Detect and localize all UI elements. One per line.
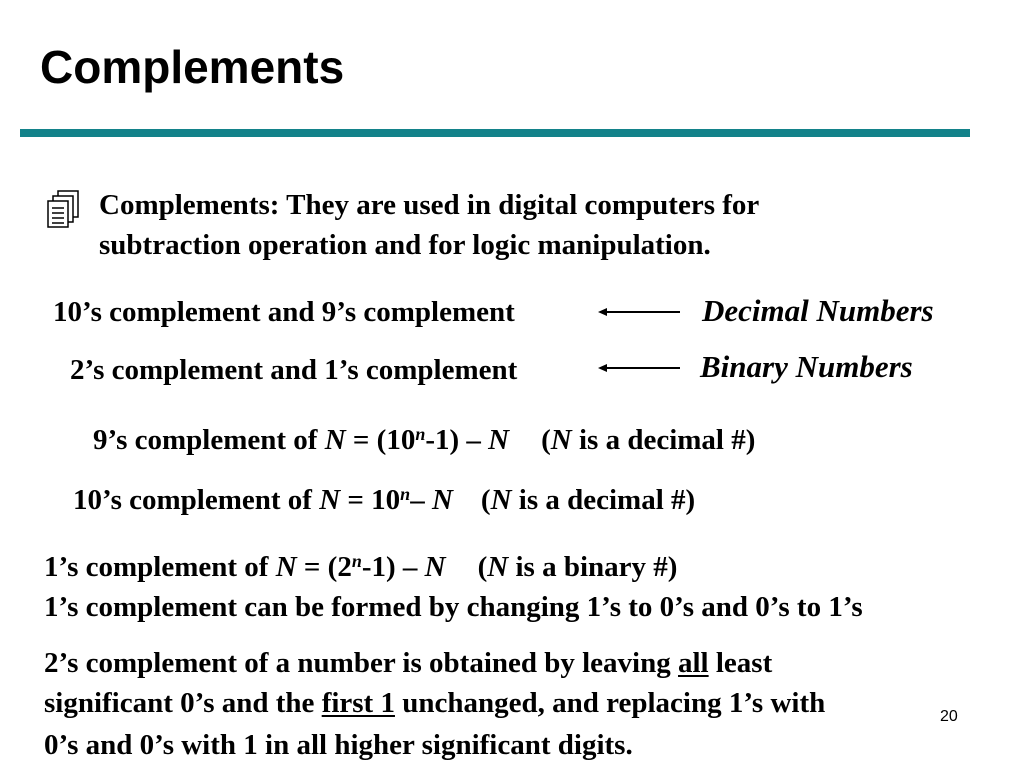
slide-title: Complements [40, 41, 345, 93]
underlined-all: all [678, 647, 709, 679]
ones-complement-rule: 1’s complement can be formed by changing 1’s to 0’s and 0’s to 1’s [44, 591, 863, 623]
left-arrow-icon [598, 362, 680, 374]
binary-numbers-label: Binary Numbers [700, 349, 913, 384]
nines-complement-formula: 9’s complement of $N = (10^n-1) - N$ (N is a decimal #) [93, 424, 756, 456]
decimal-complements-text: 10’s complement and 9’s complement [53, 296, 515, 328]
binary-complements-text: 2’s complement and 1’s complement [70, 354, 518, 386]
underlined-first-1: first 1 [321, 687, 395, 719]
title-divider [20, 129, 970, 137]
bullet-line-2: subtraction operation and for logic manipulation. [99, 229, 711, 261]
tens-complement-formula: 10’s complement of $N = 10^n-$ N (N is a decimal #) [73, 484, 696, 516]
twos-complement-rule-line-2: significant 0’s and the first 1 unchanged, and replacing 1’s with [44, 687, 826, 719]
ones-complement-formula: 1’s complement of $N = (2^n-1) - N$ (N is a binary #) [44, 551, 678, 583]
bullet-line-1: Complements: They are used in digital computers for [99, 189, 760, 221]
document-stack-icon [46, 190, 80, 230]
left-arrow-icon [598, 306, 680, 318]
decimal-numbers-label: Decimal Numbers [702, 293, 934, 328]
twos-complement-rule-line-3: 0’s and 0’s with 1 in all higher significant digits. [44, 729, 633, 761]
page-number: 20 [940, 708, 958, 725]
twos-complement-rule-line-1: 2’s complement of a number is obtained by leaving all least [44, 647, 773, 679]
